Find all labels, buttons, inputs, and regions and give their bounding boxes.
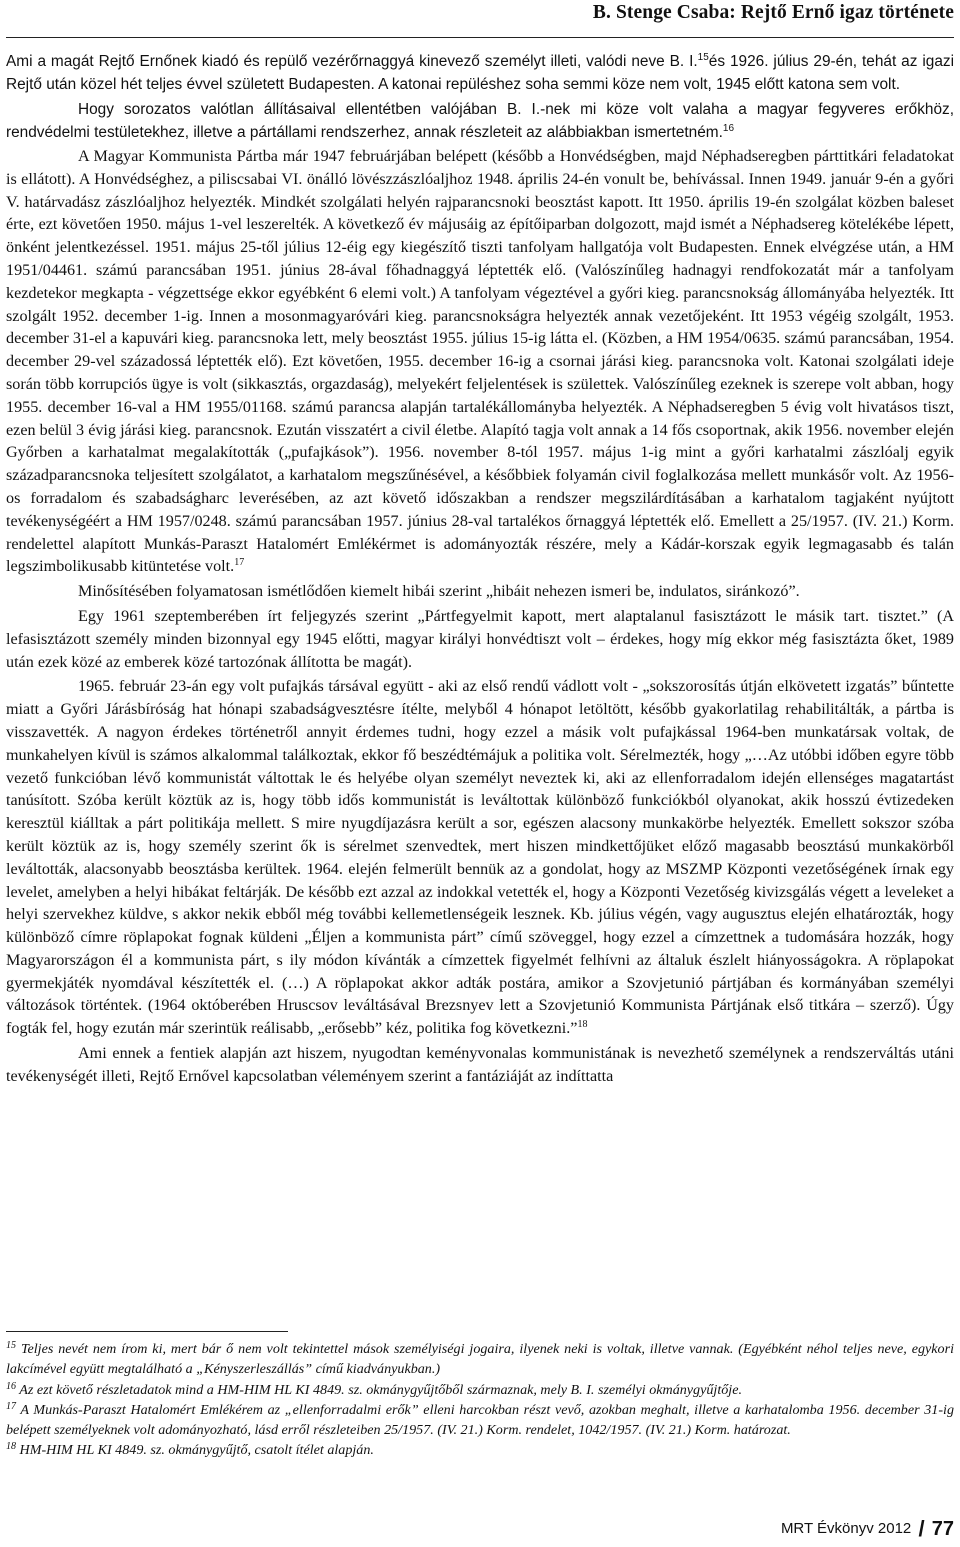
paragraph [6,606,954,674]
footnotes [6,1339,954,1461]
footnote-number: 18 [6,1441,16,1453]
footnote-text: Az ezt követő részletadatok mind a HM-HIM HL KI 4849. sz. okmánygyűjtőből származnak, mely B. I. személyi okmánygyűjtője. [19,1381,742,1398]
paragraph [6,146,954,579]
page-number: 77 [931,1518,954,1540]
footnote [6,1400,954,1441]
footnote [6,1339,954,1380]
paragraph [6,1043,954,1089]
paragraph-text: Ami ennek a fentiek alapján azt hiszem, nyugodtan keményvonalas kommunistának is nevezhető személynek a rendszerváltás utáni tevékenységét illeti, Rejtő Ernővel kapcsolatban véleményem szerint a fantáziáját az indíttatta [6,1045,954,1085]
footnote-rule [6,1331,288,1332]
journal-name: MRT Évkönyv 2012 [780,1520,912,1537]
paragraph [6,50,954,96]
paragraph-text: 1965. február 23-án egy volt pufajkás társával együtt - aki az első rendű vádlott volt - „sokszorosítás útján elkövetett izgatás” bűntette miatt a Győri Járásbíróság hat hónapi szabadságvesztésre ítélte, melyből 4 hónapot letöltött, később gyakorlatilag rehabilitálták, a pártba is visszavették. A nagyon érdekes történetről annyit érdemes tudni, hogy ezzel a másik volt pufajkással 1964-ben munkatársak voltak, de munkahelyen kívül is számos alkalommal találkoztak, ekkor fő beszédtémájuk a politika volt. Sérelmezték, hogy „…Az utóbbi időben egyre több vezető funkcióban lévő kommunistát váltottak le és helyébe olyan személyt neveztek ki, aki az ellenforradalom idején ellenséges magatartást tanúsított. Szóba került köztük az is, hogy több idős kommunistát is leváltottak különböző funkciókból olyanokat, akik hosszú évtizedeken keresztül kiálltak a párt politikája mellett. S mire nyugdíjazásra került a sor, egészen alacsony munkakörbe helyezték. Emellett sokszor szóba került köztük az is, hogy személy szerint ők is sérelmet szenvedtek, mert hiszen mindkettőjüket előző magasabb beosztású munkakörből leváltották, alacsonyabb beosztásba kerültek. 1964. elején felmerült bennük az a gondolat, hogy az MSZMP Központi vezetőségének írnak egy levelet, amelyben a helyi hibákat feltárják. De később ezt azzal az indokkal vetették el, hogy a Központi Vezetőség kivizsgálás végett a leveleket a helyi szervekhez küldve, s akkor nekik ebből még további kellemetlenségeik lesznek. Kb. július végén, vagy augusztus elején elhatározták, hogy különböző címre röplapokat fognak küldeni „Éljen a kommunista párt” című szöveggel, hogy ezzel a címzettnek a tudomására hozzák, hogy Magyarországon él a kommunista párt, s ily módon kívánták a címzettek figyelmét felhívni az általuk észlelt hiányosságokra. A röplapokat gyermekjáték nyomdával készítették el. (…) A röplapokat akkor adták postára, amikor a Szovjetunió pártjában és kormányában személyi változások történtek. (1964 októberében Hruscsov leváltásával Brezsnyev lett a Szovjetunió Kommunista Pártjának első titkára – szerző). Úgy fogták fel, hogy ezután már szerintük reálisabb, „erősebb” kéz, politika fog következni.” [6,678,954,1038]
paragraph [6,581,954,604]
footnote-reference: 18 [577,1019,588,1031]
paragraph-text: A Magyar Kommunista Pártba már 1947 februárjában belépett (később a Honvédségben, majd Néphadseregben párttitkári feladatokat is ellátott). A Honvédséghez, a piliscsabai VI. önálló lövészzászlóaljhoz 1948. április 24-én vonult be, behívással. Innen 1949. január 9-én a győri V. határvadász zászlóaljhoz helyezték. Mindkét szolgálati helyén rajparancsnoki beosztást kapott. Itt 1950. április 19-én szolgálat közben baleset érte, ezt követően 1950. május 1-vel leszerelték. A következő év májusáig az építőiparban dolgozott, majd ismét a Néphadsereg kötelékébe lépett, önként jelentkezéssel. 1951. május 25-től július 12-éig egy kiegészítő tiszti tanfolyam hallgatója volt Budapesten. Ennek elvégzése után, a HM 1951/04461. számú parancsában 1951. június 28-ával főhadnaggyá léptették elő. (Valószínűleg hadnagyi rendfokozatát már a tanfolyam kezdetekor megkapta - végzettsége ekkor egyébként 6 elemi volt.) A tanfolyam végeztével a győri kieg. parancsnokság állományába helyezték. Itt szolgált 1952. december 1-ig. Innen a mosonmagyaróvári kieg. parancsnokságra helyezték annak vezetőjeként. Itt 1953 végéig szolgált, 1953. december 31-el a kapuvári kieg. parancsnoka lett, mely beosztást 1955. július 15-ig látta el. (Közben, a HM 1954/0635. számú parancsában, 1954. december 29-vel századossá léptették elő). Ezt követően, 1955. december 16-ig a csornai járási kieg. parancsnoka volt. Katonai szolgálati ideje során több korrupciós ügye is volt (sikkasztás, orgazdaság), melyekért feljelentések is születtek. Valószínűleg ezeknek is szerepe volt abban, hogy 1955. december 16-val a HM 1955/01168. számú parancsa alapján tartalékállományba helyezték. A Néphadseregben 5 évig volt hivatásos tiszt, ezen belül 3 évig járási kieg. parancsnok. Ezután visszatért a civil életbe. Alapító tagja volt annak a 14 fős csoportnak, akik 1956. november elején Győrben a karhatalmat megalakították („pufajkások”). 1956. november 8-tól 1957. május 1-ig mint a győri karhatalmi zászlóalj egyik századparancsnoka teljesített szolgálatot, a karhatalom megszűnésével, a későbbiek folyamán civil foglalkozása mellett munkásőr volt. Az 1956-os forradalom és szabadságharc leverésében, az azt követő időszakban a rendszer megszilárdításában a karhatalom tagjaként nyújtott tevékenységéért a HM 1957/0248. számú parancsában 1957. június 28-val tartalékos őrnaggyá léptették elő. Emellett a 25/1957. (IV. 21.) Korm. rendelettel alapított Munkás-Paraszt Hatalomért Emlékérmet is adományozták részére, mely a Kádár-korszak egyik legmagasabb és talán legszimbolikusabb kitüntetése volt. [6,148,954,576]
paragraph-text: Egy 1961 szeptemberében írt feljegyzés szerint „Pártfegyelmit kapott, mert alaptalanul fasisztázott le másik tart. tisztet.” (A lefasisztázott személy minden bizonnyal egy 1945 előtti, magyar királyi honvédtiszt volt – érdekes, hogy míg ekkor még fasisztázta őket, 1989 után ezek közé az emberek közé tartozónak állította be magát). [6,607,954,671]
paragraph-text: Ami a magát Rejtő Ernőnek kiadó és repülő vezérőrnaggyá kinevező személyt illeti, valódi neve B. I. [6,53,698,70]
article-body [6,50,954,1091]
paragraph-text: Minősítésében folyamatosan ismétlődően kiemelt hibái szerint „hibáit nehezen ismeri be, indulatos, siránkozó”. [78,583,800,601]
footnote-text: A Munkás-Paraszt Hatalomért Emlékérem az „ellenforradalmi erők” elleni harcokban részt vevő, azokban meghalt, illetve a karhatalomba 1956. december 31-ig belépett személyeknek volt adományozható, lásd erről részleteiben 25/1957. (IV. 21.) Korm. rendelet, 1042/1957. (IV. 21.) Korm. határozat. [6,1401,954,1439]
page-footer [781,1516,954,1542]
paragraph [6,676,954,1041]
footnote-reference: 17 [234,557,245,569]
footnote-text: HM-HIM HL KI 4849. sz. okmánygyűjtő, csatolt ítélet alapján. [19,1442,374,1459]
footnote-number: 17 [6,1400,16,1412]
footnote [6,1440,954,1460]
footnote-number: 15 [6,1340,16,1351]
footnote-reference: 15 [697,52,709,63]
footnote [6,1380,954,1400]
footnote-number: 16 [6,1380,16,1392]
footer-separator: / [918,1516,925,1541]
header-rule [6,37,954,38]
paragraph-text-continued: és 1926. július 29-én, tehát az igazi Rejtő után közel hét teljes évvel született Budapesten. A katonai repüléshez soha semmi köze nem volt, 1945 előtt katona sem volt. [6,53,954,93]
running-header: B. Stenge Csaba: Rejtő Ernő igaz története [592,2,954,23]
footnote-reference: 16 [722,123,735,134]
paragraph-text: Hogy sorozatos valótlan állításaival ellentétben valójában B. I.-nek mi köze volt valaha a magyar fegyveres erőkhöz, rendvédelmi testületekhez, illetve a pártállami rendszerhez, annak részleteit az alábbiakban ismertetném. [6,101,954,141]
paragraph [6,98,954,144]
footnote-text: Teljes nevét nem írom ki, mert bár ő nem volt tekintettel mások személyiségi jogaira, ilyenek neki is voltak, illetve vannak. (Egyébként néhol teljes neve, egykori lakcímével együtt megtalálható a „Kényszerleszállás” című kiadványukban.) [6,1341,955,1378]
